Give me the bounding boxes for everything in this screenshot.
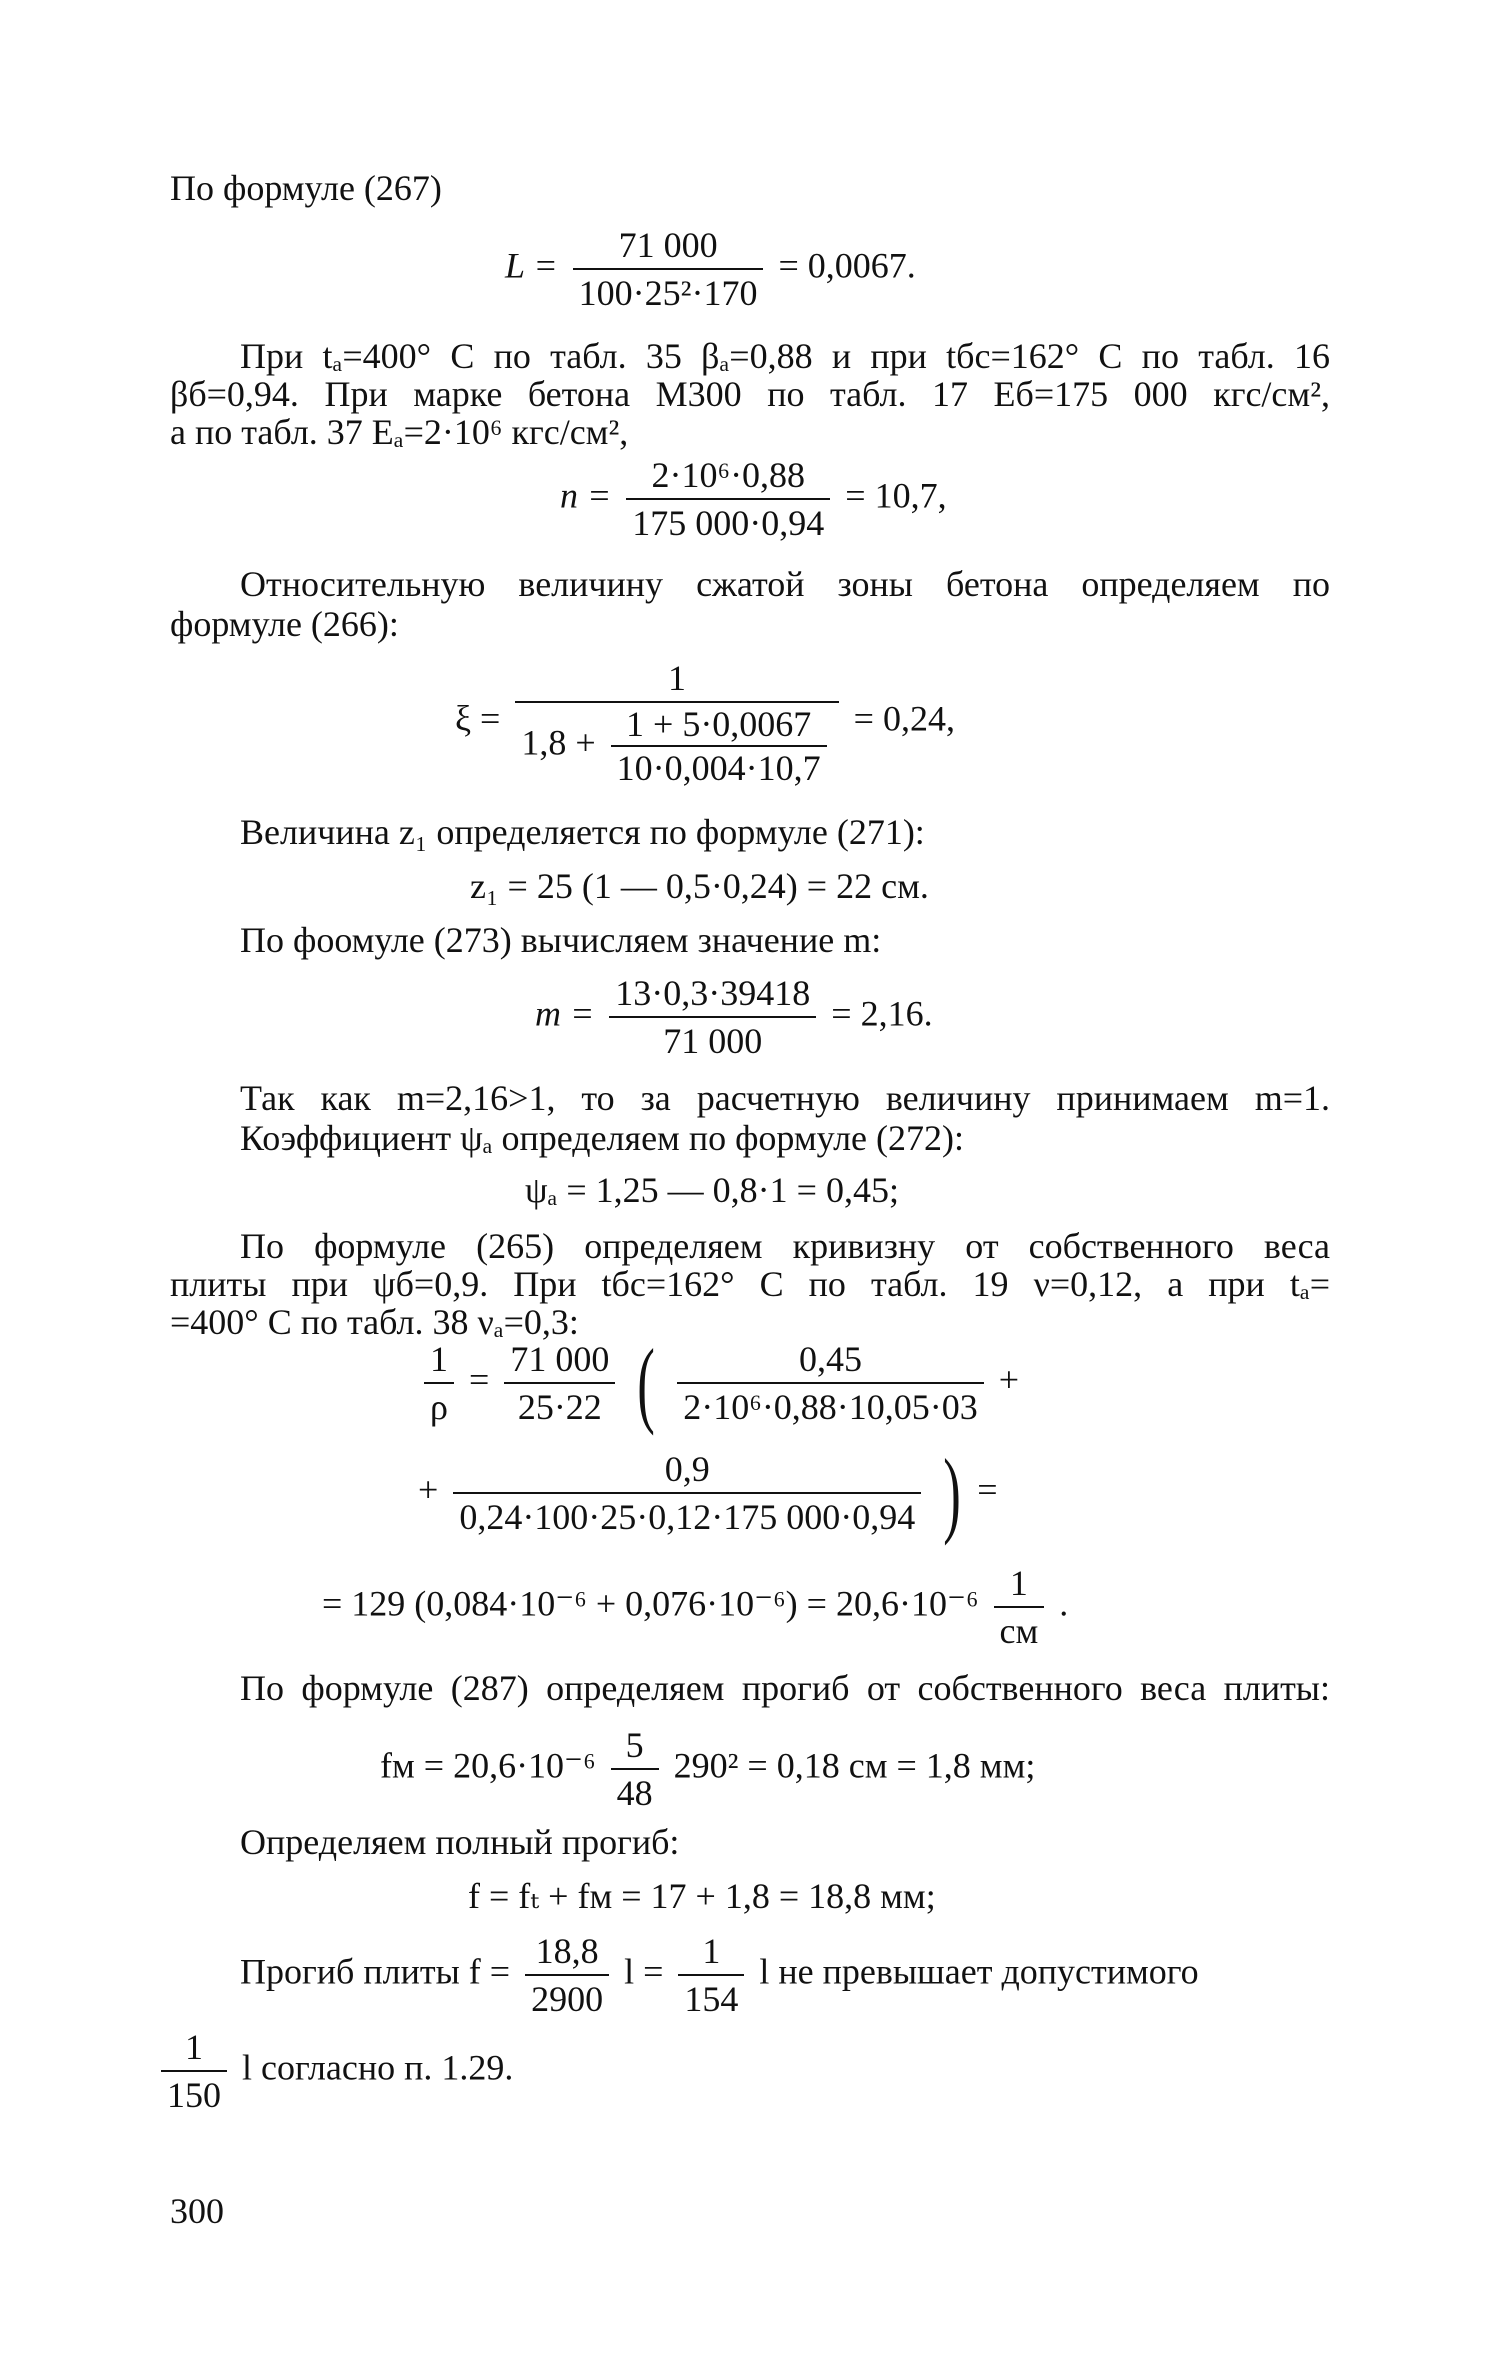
paragraph-line: формуле (266): <box>170 604 399 644</box>
paragraph-line: =400° С по табл. 38 νₐ=0,3: <box>170 1302 579 1342</box>
denominator: ρ <box>430 1387 448 1427</box>
equation-z1: z₁ = 25 (1 — 0,5·0,24) = 22 см. <box>470 866 929 906</box>
eq-lhs: m = <box>535 993 595 1034</box>
denominator: 2900 <box>531 1979 604 2019</box>
denominator: 0,24·100·25·0,12·175 000·0,94 <box>459 1497 916 1537</box>
inner-numerator: 1 + 5·0,0067 <box>611 703 827 747</box>
fraction <box>161 2024 227 2118</box>
equation-psi: ψₐ = 1,25 — 0,8·1 = 0,45; <box>525 1170 899 1210</box>
eq-lhs: n = <box>560 475 612 516</box>
numerator: 2·10⁶·0,88 <box>626 452 830 500</box>
paragraph-line: Определяем полный прогиб: <box>240 1822 680 1862</box>
numerator: 5 <box>611 1722 659 1770</box>
eq-lhs: L = <box>505 245 558 286</box>
plus-sign: + <box>418 1469 439 1510</box>
fraction <box>525 1928 609 2022</box>
paragraph-line: βб=0,94. При марке бетона М300 по табл. 17 Eб=175 000 кгс/см², <box>170 374 1330 414</box>
paragraph-formula-267: По формуле (267) <box>170 168 442 208</box>
fraction <box>424 1336 454 1430</box>
numerator: 71 000 <box>504 1336 615 1384</box>
eq-rhs: 290² = 0,18 см = 1,8 мм; <box>673 1745 1036 1786</box>
equation-curvature-line3 <box>322 1560 1068 1654</box>
equation-text: = 129 (0,084·10⁻⁶ + 0,076·10⁻⁶) = 20,6·10⁻⁶ <box>322 1583 979 1624</box>
eq-lhs: fм = 20,6·10⁻⁶ <box>380 1745 596 1786</box>
eq-rhs: = 2,16. <box>831 993 933 1034</box>
paragraph-line: По формуле (287) определяем прогиб от собственного веса плиты: <box>240 1668 1330 1708</box>
text: l не превышает допустимого <box>759 1951 1199 1992</box>
numerator: 0,9 <box>453 1446 921 1494</box>
paragraph-line: Относительную величину сжатой зоны бетона определяем по <box>240 564 1330 604</box>
plus-sign: + <box>998 1359 1020 1400</box>
equation-L <box>505 222 916 316</box>
paragraph-line: Так как m=2,16>1, то за расчетную величину принимаем m=1. <box>240 1078 1330 1118</box>
fraction <box>678 1928 744 2022</box>
denominator: 25·22 <box>517 1387 602 1427</box>
eq-rhs: = 0,24, <box>853 698 955 739</box>
fraction <box>573 222 764 316</box>
numerator: 1 <box>424 1336 454 1384</box>
paragraph-line: По формуле (265) определяем кривизну от собственного веса <box>240 1226 1330 1266</box>
denominator-prefix: 1,8 + <box>521 722 596 763</box>
equation-deflection <box>380 1722 1035 1816</box>
denominator <box>515 703 838 789</box>
numerator: 13·0,3·39418 <box>609 970 816 1018</box>
numerator: 18,8 <box>525 1928 609 1976</box>
denominator: 175 000·0,94 <box>632 503 825 543</box>
equals-sign: = <box>469 1359 490 1400</box>
equation-curvature-line1 <box>418 1329 1020 1436</box>
paragraph-line: Величина z₁ определяется по формуле (271): <box>240 812 925 852</box>
paragraph-allowed-deflection <box>155 2024 513 2118</box>
inner-fraction <box>611 703 827 789</box>
equation-n <box>560 452 947 546</box>
eq-rhs: = 10,7, <box>845 475 947 516</box>
denominator: 48 <box>616 1773 653 1813</box>
numerator: 1 <box>161 2024 227 2072</box>
fraction <box>994 1560 1045 1654</box>
text: Прогиб плиты f = <box>240 1951 511 1992</box>
text: l согласно п. 1.29. <box>242 2047 514 2088</box>
fraction <box>611 1722 659 1816</box>
fraction <box>626 452 830 546</box>
period: . <box>1059 1583 1069 1624</box>
denominator: 71 000 <box>663 1021 763 1061</box>
equation-total-deflection: f = fₜ + fм = 17 + 1,8 = 18,8 мм; <box>468 1876 936 1916</box>
fraction <box>677 1336 984 1430</box>
equals-sign: = <box>977 1469 998 1510</box>
denominator: 150 <box>167 2075 221 2115</box>
paragraph-line: При tₐ=400° С по табл. 35 βₐ=0,88 и при tбc=162° С по табл. 16 <box>240 336 1330 376</box>
denominator: 154 <box>684 1979 739 2019</box>
numerator: 1 <box>678 1928 744 1976</box>
paragraph-line: плиты при ψб=0,9. При tбc=162° С по табл. 19 ν=0,12, а при tₐ= <box>170 1264 1330 1304</box>
equation-m <box>535 970 933 1064</box>
numerator: 1 <box>994 1560 1045 1608</box>
open-paren: ( <box>637 1329 656 1436</box>
inner-denominator: 10·0,004·10,7 <box>616 748 821 788</box>
paragraph-line: Коэффициент ψₐ определяем по формуле (272): <box>240 1118 965 1158</box>
page-number: 300 <box>170 2191 224 2231</box>
denominator: см <box>999 1611 1039 1651</box>
fraction <box>515 655 838 789</box>
paragraph-deflection-check <box>240 1928 1330 2022</box>
equation-curvature-line2 <box>418 1439 998 1546</box>
denominator: 100·25²·170 <box>578 273 758 313</box>
paragraph-line: По фоомуле (273) вычисляем значение m: <box>240 920 882 960</box>
numerator: 0,45 <box>677 1336 984 1384</box>
numerator: 71 000 <box>573 222 764 270</box>
eq-rhs: = 0,0067. <box>778 245 916 286</box>
numerator: 1 <box>515 655 838 703</box>
text: l = <box>624 1951 664 1992</box>
fraction <box>453 1446 921 1540</box>
equation-xi <box>455 655 955 789</box>
fraction <box>609 970 816 1064</box>
close-paren: ) <box>943 1439 962 1546</box>
fraction <box>504 1336 615 1430</box>
paragraph-line: а по табл. 37 Eₐ=2·10⁶ кгс/см², <box>170 412 629 452</box>
eq-lhs: ξ = <box>455 698 501 739</box>
denominator: 2·10⁶·0,88·10,05·03 <box>683 1387 978 1427</box>
